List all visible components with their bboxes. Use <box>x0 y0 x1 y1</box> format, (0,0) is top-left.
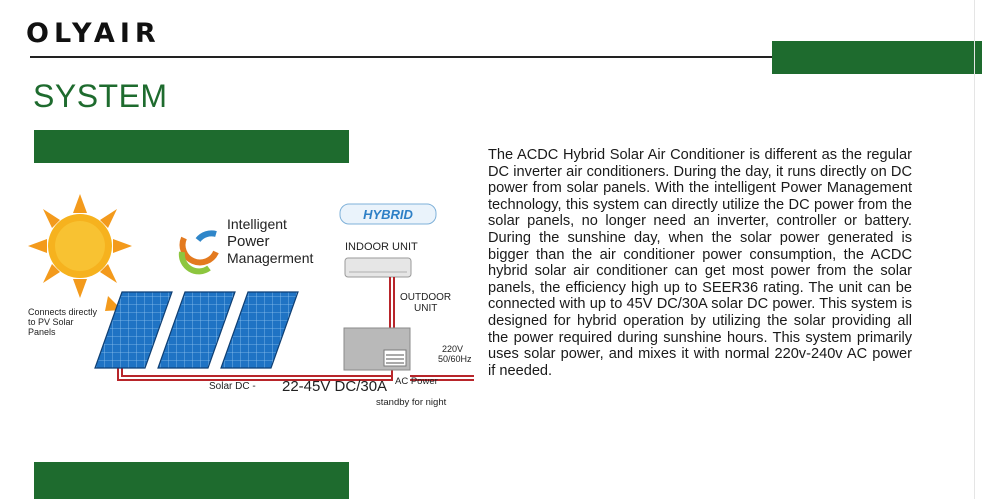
solar-panel-3 <box>221 292 298 368</box>
pv-label-line2: to PV Solar <box>28 317 74 327</box>
header-divider <box>30 56 782 58</box>
svg-text:HYBRID: HYBRID <box>363 207 413 222</box>
voltage-label-line2: 50/60Hz <box>438 354 472 364</box>
page-edge <box>974 0 975 499</box>
ipm-label-line3: Managerment <box>227 250 314 266</box>
system-description: The ACDC Hybrid Solar Air Conditioner is different as the regular DC inverter air conditioners. During the day, it runs directly on DC power from solar panels. With the intelligent Power Management technology, this system can directly utilize the DC power from the solar panels, no longer need an inverter, controller or battery. During the sunshine day, when the solar power generated is bigger than the air conditioner power consumption, the ACDC hybrid solar air conditioner can get most power from the solar panels, the efficiency high up to SEER36 rating. The unit can be connected with up to 45V DC/30A solar DC power. This system is designed for hybrid operation by utilizing the solar providing all the power required during sunshine hours. This system primarily uses solar power, and mixes it with normal 220v-240v AC power if needed. <box>488 147 912 379</box>
header-accent-bar <box>772 41 982 74</box>
sun-icon <box>28 194 132 298</box>
solar-dc-label: Solar DC - <box>209 381 256 392</box>
outdoor-unit-label-line2: UNIT <box>414 303 438 314</box>
voltage-label-line1: 220V <box>442 344 464 354</box>
indoor-unit-icon <box>345 258 411 277</box>
system-diagram <box>0 170 480 410</box>
page-title: SYSTEM <box>33 78 168 114</box>
outdoor-unit-label-line1: OUTDOOR <box>400 292 452 303</box>
standby-label: standby for night <box>376 397 447 408</box>
ipm-label-line1: Intelligent <box>227 216 287 232</box>
ipm-label-line2: Power <box>227 233 270 250</box>
pv-label-line3: Panels <box>28 327 56 337</box>
pv-label-line1: Connects directly <box>28 307 98 317</box>
brand-logo: OLYAIR <box>26 18 161 49</box>
ac-power-label: AC Power <box>395 376 438 387</box>
dc-rating-label: 22-45V DC/30A <box>282 378 388 395</box>
accent-bar-top <box>34 130 349 163</box>
solar-panel-2 <box>158 292 235 368</box>
accent-bar-bottom <box>34 462 349 499</box>
hybrid-badge <box>340 204 436 224</box>
power-management-icon <box>182 233 216 271</box>
indoor-unit-label: INDOOR UNIT <box>345 241 418 253</box>
outdoor-unit-icon <box>344 328 410 370</box>
